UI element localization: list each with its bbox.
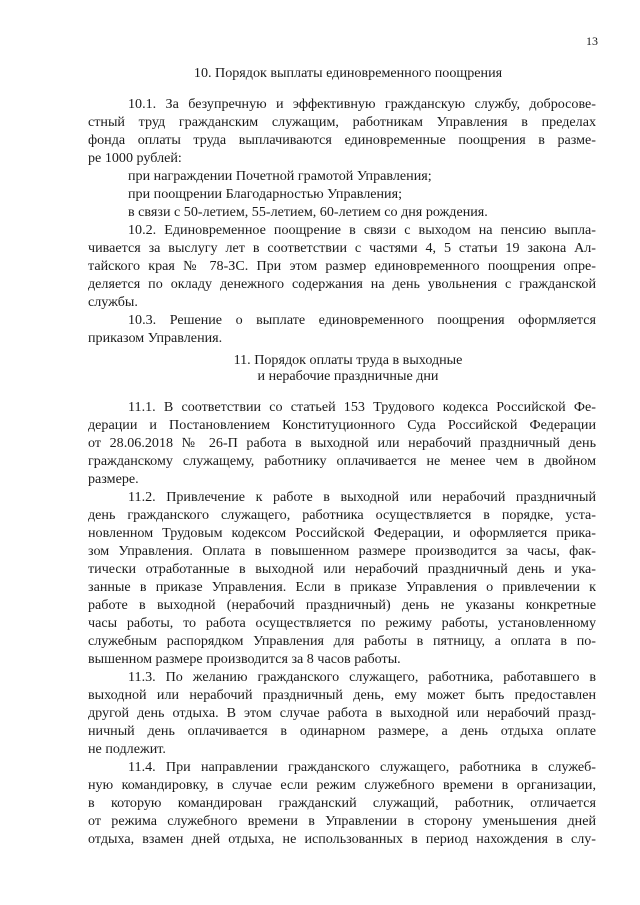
section-11-text-line: в которую командирован гражданский служащий, работник, отличается: [88, 795, 596, 811]
section-11-text-line: служебным распорядком Управления для работы в пятницу, а оплата в по-: [88, 633, 596, 649]
section-11-text-line: работе в выходной (нерабочий праздничный) день не указаны конкретные: [88, 597, 596, 613]
section-10-text-line: при поощрении Благодарностью Управления;: [128, 186, 402, 202]
section-11-heading-line-2: и нерабочие праздничные дни: [257, 368, 439, 384]
section-10-text-line: 10.2. Единовременное поощрение в связи с выходом на пенсию выпла-: [128, 222, 596, 238]
section-11-text-line: от режима служебного времени в Управлении в сторону уменьшения дней: [88, 813, 596, 829]
section-10-text-line: 10.3. Решение о выплате единовременного поощрения оформляется: [128, 312, 596, 328]
section-11-text-line: зом Управления. Оплата в повышенном размере производится за часы, фак-: [88, 543, 596, 559]
section-10-text-line: в связи с 50-летием, 55-летием, 60-летием со дня рождения.: [128, 204, 488, 220]
section-11-text-line: 11.4. При направлении гражданского служащего, работника в служеб-: [128, 759, 596, 775]
section-11-text-line: от 28.06.2018 № 26-П работа в выходной или нерабочий праздничный день: [88, 435, 596, 451]
section-11-text-line: вышенном размере производится за 8 часов работы.: [88, 651, 401, 667]
section-10-text-line: стный труд гражданским служащим, работникам Управления в пределах: [88, 114, 596, 130]
section-10-heading: 10. Порядок выплаты единовременного поощрения: [193, 65, 503, 81]
section-11-text-line: выходной или нерабочий праздничный день, ему может быть предоставлен: [88, 687, 596, 703]
section-10-text-line: при награждении Почетной грамотой Управления;: [128, 168, 432, 184]
section-10-text-line: 10.1. За безупречную и эффективную гражданскую службу, добросове-: [128, 96, 596, 112]
section-11-heading-line-1: 11. Порядок оплаты труда в выходные: [233, 352, 463, 368]
section-10-text-line: службы.: [88, 294, 138, 310]
section-11-text-line: часы работы, то работа осуществляется по режиму работы, установленному: [88, 615, 596, 631]
section-11-text-line: 11.1. В соответствии со статьей 153 Трудового кодекса Российской Фе-: [128, 399, 596, 415]
section-10-text-line: тайского края № 78-ЗС. При этом размер единовременного поощрения опре-: [88, 258, 596, 274]
section-11-text-line: ничный день оплачивается в одинарном размере, а день отдыха оплате: [88, 723, 596, 739]
section-10-text-line: чивается за выслугу лет в соответствии с частями 4, 5 статьи 19 закона Ал-: [88, 240, 596, 256]
section-11-text-line: 11.3. По желанию гражданского служащего, работника, работавшего в: [128, 669, 596, 685]
section-11-text-line: тически отработанные в выходной или нерабочий праздничный день и ука-: [88, 561, 596, 577]
section-10-text-line: ре 1000 рублей:: [88, 150, 182, 166]
section-11-text-line: отдыха, взамен дней отдыха, не использованных в период нахождения в слу-: [88, 831, 596, 847]
section-11-text-line: новленном Трудовым кодексом Российской Федерации, и оформляется прика-: [88, 525, 596, 541]
section-11-text-line: 11.2. Привлечение к работе в выходной или нерабочий праздничный: [128, 489, 596, 505]
section-11-text-line: ную командировку, в случае если режим служебного времени в организации,: [88, 777, 596, 793]
section-10-text-line: фонда оплаты труда выплачиваются единовременные поощрения в разме-: [88, 132, 596, 148]
section-11-text-line: другой день отдыха. В этом случае работа в выходной или нерабочий празд-: [88, 705, 596, 721]
section-10-text-line: деляется по окладу денежного содержания на день увольнения с гражданской: [88, 276, 596, 292]
section-11-text-line: день гражданского служащего, работника осуществляется в порядке, уста-: [88, 507, 596, 523]
section-11-text-line: размере.: [88, 471, 139, 487]
section-11-text-line: дерации и Постановлением Конституционного Суда Российской Федерации: [88, 417, 596, 433]
section-11-text-line: гражданскому служащему, работнику оплачивается не менее чем в двойном: [88, 453, 596, 469]
page-number: 13: [586, 34, 598, 48]
section-11-text-line: занные в приказе Управления. Если в приказе Управления о привлечении к: [88, 579, 596, 595]
section-10-text-line: приказом Управления.: [88, 330, 223, 346]
section-11-text-line: не подлежит.: [88, 741, 166, 757]
